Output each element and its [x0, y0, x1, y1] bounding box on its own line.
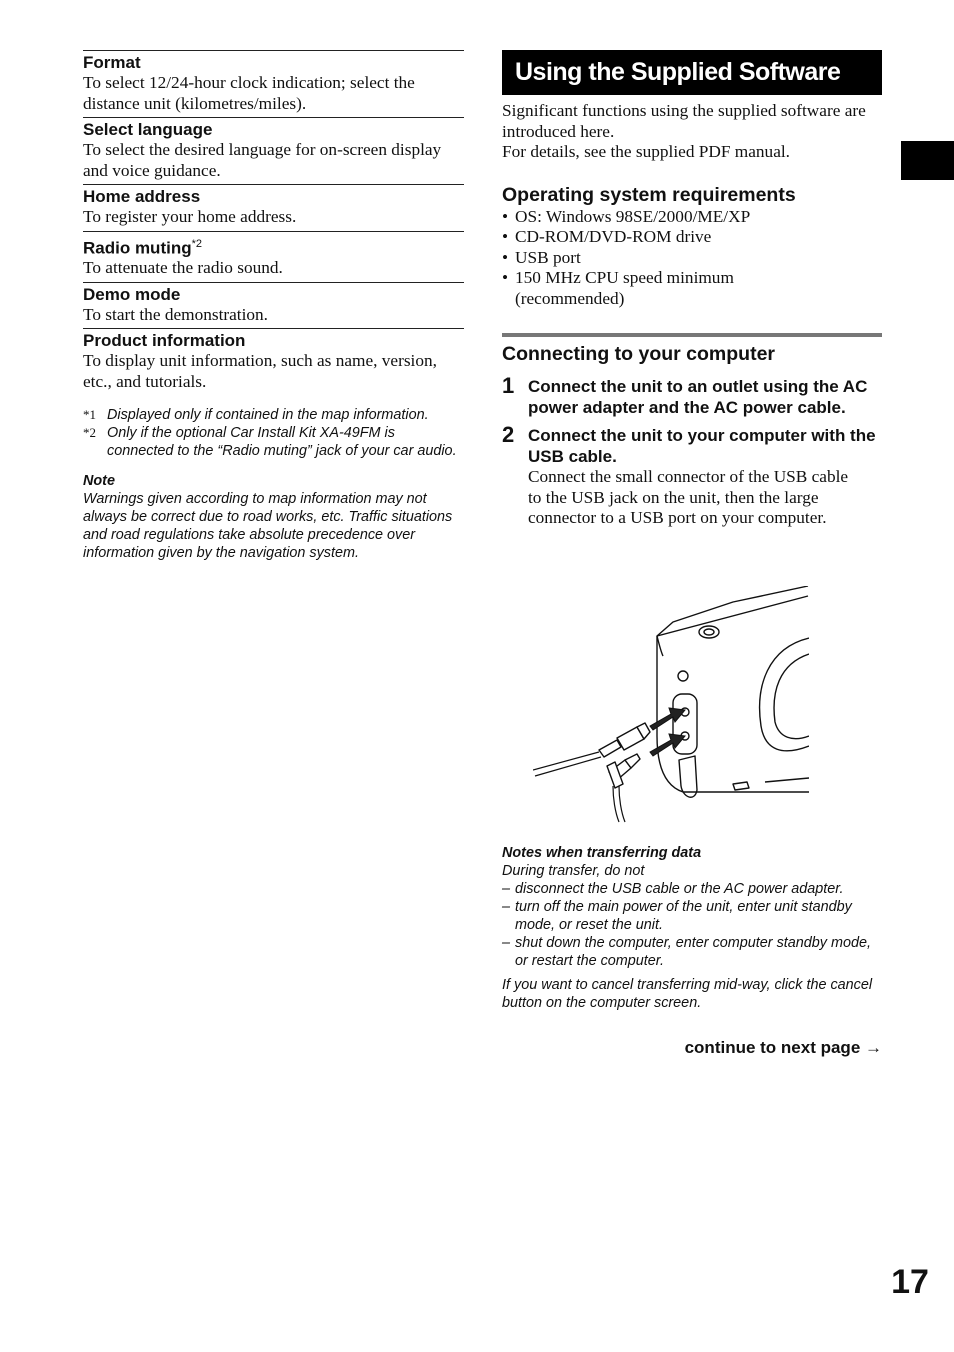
- unit-indicator: [678, 671, 688, 681]
- unit-front-lens-inner: [774, 654, 809, 739]
- transfer-note-text: disconnect the USB cable or the AC power adapter.: [515, 881, 844, 897]
- transfer-notes-lead: During transfer, do not: [502, 863, 645, 879]
- menu-entry-demo-mode: [83, 282, 464, 326]
- usb-plug-strain-relief: [599, 740, 621, 757]
- transfer-note-item: – disconnect the USB cable or the AC power adapter.: [502, 881, 844, 897]
- step-instruction: Connect the unit to your computer with the USB cable.: [528, 426, 876, 466]
- unit-side-edge: [657, 636, 663, 656]
- entry-title: Format: [83, 53, 141, 72]
- entry-title: Product information: [83, 331, 246, 351]
- menu-entry-product-information: [83, 328, 464, 392]
- footnotes: [83, 406, 464, 460]
- footnote: [83, 406, 464, 424]
- cancel-note: If you want to cancel transferring mid-way, click the cancel button on the computer screen.: [502, 977, 873, 1011]
- footnote-reference: *2: [191, 237, 203, 250]
- note-text: Warnings given according to map information may not always be correct due to road works, etc. Traffic situations and road regulations take absolute precedence over information given by the navigation system.: [83, 491, 453, 562]
- entry-title: Radio muting: [83, 238, 192, 258]
- unit-foot-2: [765, 778, 809, 782]
- intro-text: [502, 101, 882, 163]
- transfer-note-item: – shut down the computer, enter computer standby mode, or restart the computer.: [502, 935, 871, 969]
- list-item: • 150 MHz CPU speed minimum (recommended): [502, 268, 882, 309]
- usb-connection-illustration: [533, 586, 809, 824]
- section-thumb-tab: [901, 141, 954, 180]
- entry-description: To register your home address.: [83, 207, 297, 226]
- unit-rubber-flap: [679, 756, 697, 797]
- entry-title: Home address: [83, 187, 201, 206]
- footnote-mark: *1: [83, 407, 96, 423]
- intro-line-1: Significant functions using the supplied software are introduced here.: [502, 101, 866, 141]
- entry-description: To start the demonstration.: [83, 304, 269, 324]
- step-1: [502, 373, 882, 418]
- entry-description: To attenuate the radio sound.: [83, 258, 283, 278]
- note-heading: Note: [83, 473, 115, 490]
- step-number: 1: [502, 373, 515, 398]
- requirements-heading: Operating system requirements: [502, 183, 796, 206]
- transfer-note-item: – turn off the main power of the unit, enter unit standby mode, or reset the unit.: [502, 899, 852, 933]
- entry-description: To display unit information, such as name, version, etc., and tutorials.: [83, 351, 437, 391]
- section-divider: [502, 333, 882, 337]
- entry-description: To select 12/24-hour clock indication; select the distance unit (kilometres/miles).: [83, 73, 415, 113]
- unit-top-button: [699, 626, 719, 638]
- step-instruction: Connect the unit to an outlet using the AC power adapter and the AC power cable.: [528, 377, 868, 417]
- list-item: • USB port: [502, 248, 882, 269]
- footnote-text: Displayed only if contained in the map information.: [107, 407, 429, 424]
- menu-entry-select-language: [83, 117, 464, 181]
- entry-title: Demo mode: [83, 284, 181, 304]
- unit-body-outline: [657, 586, 809, 792]
- intro-line-2: For details, see the supplied PDF manual.: [502, 142, 790, 161]
- entry-title: Select language: [83, 120, 213, 139]
- power-cable-2: [619, 786, 625, 822]
- footnote-mark: *2: [83, 425, 96, 441]
- menu-entry-home-address: [83, 184, 464, 228]
- right-column: [502, 50, 882, 529]
- arrow-power-icon: [650, 734, 685, 756]
- unit-top-button-inner: [704, 629, 714, 635]
- step-2: [502, 422, 882, 529]
- unit-foot: [733, 782, 749, 790]
- power-cable: [613, 786, 619, 822]
- page-number: 17: [891, 1263, 929, 1301]
- step-number: 2: [502, 422, 515, 447]
- transfer-notes-heading: Notes when transferring data: [502, 845, 702, 861]
- list-item: • CD-ROM/DVD-ROM drive: [502, 227, 882, 248]
- transfer-note-text: shut down the computer, enter computer standby mode, or restart the computer.: [515, 935, 871, 969]
- connecting-heading: Connecting to your computer: [502, 343, 775, 365]
- unit-front-lens: [760, 638, 809, 751]
- section-banner-title: Using the Supplied Software: [502, 50, 882, 95]
- entry-description: To select the desired language for on-screen display and voice guidance.: [83, 140, 442, 180]
- menu-entry-radio-muting: [83, 231, 464, 279]
- footnote: [83, 424, 464, 460]
- arrow-usb-icon: [650, 708, 685, 730]
- transfer-notes: [502, 844, 886, 1012]
- continue-to-next-page: continue to next page →: [684, 1038, 882, 1057]
- requirements-list: [502, 207, 882, 310]
- menu-entry-format: [83, 50, 464, 114]
- left-column: [83, 50, 464, 562]
- transfer-note-text: turn off the main power of the unit, enter unit standby mode, or reset the unit.: [515, 899, 852, 933]
- step-detail: Connect the small connector of the USB cable to the USB jack on the unit, then the large connector to a USB port on your computer.: [528, 467, 849, 527]
- list-item: • OS: Windows 98SE/2000/ME/XP: [502, 207, 882, 228]
- footnote-text: Only if the optional Car Install Kit XA-49FM is connected to the “Radio muting” jack of your car audio.: [107, 425, 457, 460]
